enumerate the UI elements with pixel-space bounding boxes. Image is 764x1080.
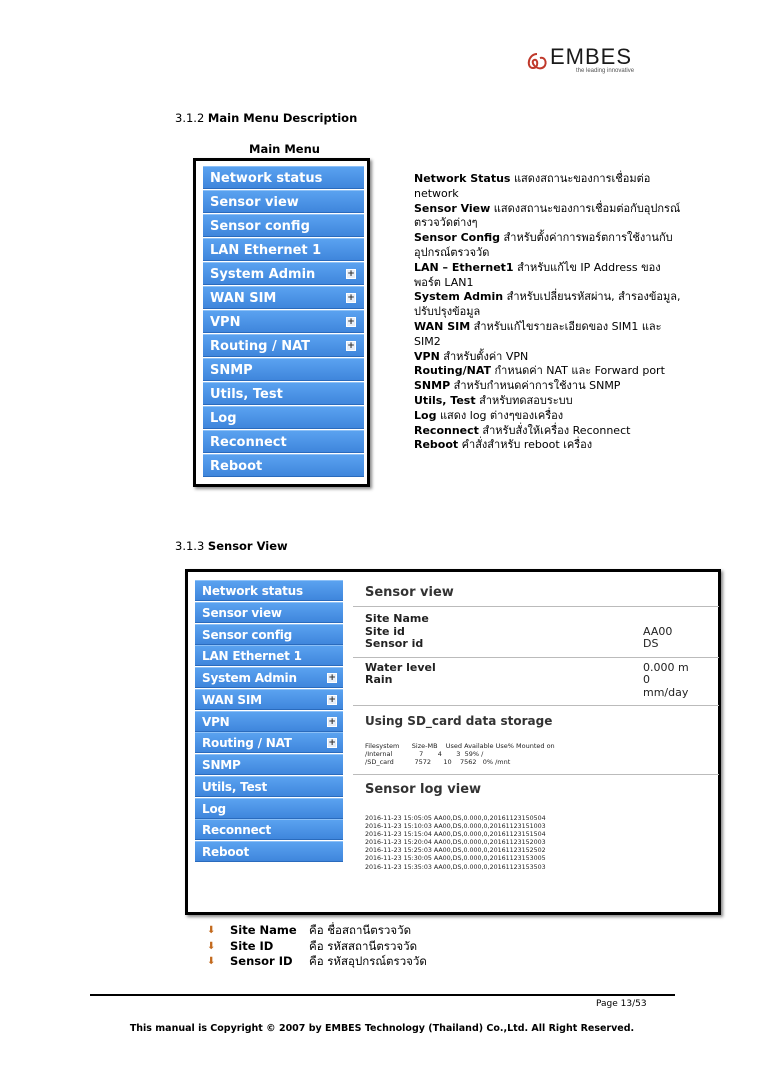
legend-text: คือ ชื่อสถานีตรวจวัด [309,923,412,937]
water-level-row [353,662,719,675]
site-name-row [353,613,719,626]
description-text: สำหรับเปลี่ยนรหัสผ่าน, สำรองข้อมูล, ปรับปรุงข้อมูล [414,290,681,319]
sensor-view-menu-item-label: WAN SIM [202,692,262,707]
description-text: สำหรับสั่งให้เครื่อง Reconnect [478,423,631,437]
main-menu-item-label: Sensor view [210,195,299,210]
description-text: แสดง log ต่างๆของเครื่อง [436,408,564,422]
description-term: Sensor Config [414,231,501,245]
rain-row [353,674,719,699]
main-menu-item-label: Routing / NAT [210,339,311,354]
description-entry [414,350,684,365]
water-level-label: Water level [365,660,436,674]
sensor-id-row [353,638,719,651]
main-menu-item[interactable] [203,358,364,381]
expand-plus-icon[interactable]: + [328,673,336,683]
arrow-down-icon: ⬇ [207,925,216,936]
log-line: 2016-11-23 15:05:05 AA00,DS,0.000,0,20161123150504 [365,815,546,822]
log-line: 2016-11-23 15:10:03 AA00,DS,0.000,0,20161123151003 [365,823,546,831]
main-menu-item[interactable] [203,454,364,477]
description-term: Log [414,408,437,422]
expand-plus-icon[interactable]: + [347,341,355,351]
log-line: 2016-11-23 15:35:03 AA00,DS,0.000,0,20161123153503 [365,863,546,871]
legend-key: Sensor ID [230,954,293,968]
legend-text: คือ รหัสสถานีตรวจวัด [309,938,418,953]
sensor-id-label: Sensor id [365,637,424,650]
sensor-view-menu-item[interactable] [195,732,343,753]
filesystem-row: /Internal 7 4 3 59% / [365,750,484,758]
sensor-view-menu-item[interactable] [195,667,343,688]
logo-tagline: the leading innovative [576,68,635,74]
main-menu-item[interactable] [203,334,364,357]
legend-key: Site Name [230,923,297,937]
main-menu-item-label: Utils, Test [210,387,283,402]
description-entry [414,409,684,424]
section-number: 3.1.3 [175,539,205,553]
footer-rule [90,994,675,996]
expand-plus-icon[interactable]: + [328,716,336,727]
main-menu-list [203,166,364,477]
section-title: Main Menu Description [207,111,358,125]
sensor-log [353,815,719,872]
main-menu-caption: Main Menu [249,142,320,156]
legend-text: คือ รหัสอุปกรณ์ตรวจวัด [309,954,427,968]
embes-logo [524,44,635,74]
description-entry [414,424,684,439]
site-id-label: Site id [365,624,405,638]
main-menu-item[interactable] [203,166,364,189]
description-text: สำหรับแก้ไข IP Address ของพอร์ต LAN1 [414,260,661,289]
sensor-view-menu-item-label: Utils, Test [202,779,267,794]
water-level-value: 0.000 m [643,660,689,674]
section-3-1-2-heading [175,111,357,125]
sensor-view-menu-item[interactable] [195,602,343,623]
sensor-view-menu-item[interactable] [195,624,343,645]
expand-plus-icon[interactable]: + [328,694,336,705]
sensor-view-menu-item[interactable] [195,711,343,732]
log-line: 2016-11-23 15:25:03 AA00,DS,0.000,0,20161123152502 [365,847,546,855]
main-menu-item[interactable] [203,430,364,453]
sensor-view-menu-item-label: Network status [202,584,303,598]
description-entry [414,261,684,291]
section-number: 3.1.2 [175,111,205,125]
site-id-value: AA00 [643,624,673,638]
main-menu-item[interactable] [203,262,364,285]
sensor-view-menu-item-label: Reboot [202,845,249,859]
sensor-view-menu-item-label: SNMP [202,758,241,772]
sensor-id-value: DS [643,637,659,650]
description-term: Utils, Test [414,393,476,407]
log-line: 2016-11-23 15:20:04 AA00,DS,0.000,0,20161123152003 [365,839,546,847]
sensor-view-menu-item[interactable] [195,580,343,601]
sensor-view-menu-item[interactable] [195,754,343,775]
description-text: กำหนดค่า NAT และ Forward port [490,364,665,378]
sensor-view-menu-item-label: Routing / NAT [202,736,292,751]
main-menu-item[interactable] [203,214,364,237]
sensor-view-screenshot [185,569,721,915]
sensor-view-menu-item[interactable] [195,798,343,819]
rain-label: Rain [365,673,393,686]
site-name-label: Site Name [365,612,429,625]
sensor-view-menu-item[interactable] [195,841,343,862]
description-term: Sensor View [414,201,491,215]
main-menu-item-label: VPN [210,315,241,330]
description-term: SNMP [414,379,451,393]
arrow-down-icon: ⬇ [207,940,216,952]
description-entry [414,231,684,261]
description-entry [414,379,684,394]
description-entry [414,438,684,453]
sensor-view-menu [195,580,343,863]
description-term: System Admin [414,290,504,304]
log-line: 2016-11-23 15:30:05 AA00,DS,0.000,0,20161123153005 [365,855,546,863]
main-menu-item-label: Network status [210,171,323,186]
legend-row [207,923,427,939]
log-line: 2016-11-23 15:15:04 AA00,DS,0.000,0,20161123151504 [365,831,546,839]
main-menu-item-label: WAN SIM [210,291,277,306]
main-menu-item-label: System Admin [210,267,316,282]
legend-row [207,939,427,955]
description-entry [414,290,684,320]
arrow-down-icon: ⬇ [207,956,216,967]
filesystem-table [353,742,719,766]
sensor-view-menu-item-label: VPN [202,714,230,729]
description-entry [414,364,684,379]
main-menu-item[interactable] [203,190,364,213]
main-menu-item-label: Log [210,411,237,426]
description-text: สำหรับตั้งค่า VPN [439,349,529,363]
expand-plus-icon[interactable]: + [347,317,355,327]
main-menu-item-label: SNMP [210,363,253,378]
sensor-view-menu-item[interactable] [195,819,343,840]
main-menu-item-label: LAN Ethernet 1 [210,243,322,258]
logo-text: EMBES [550,44,633,69]
description-term: Reboot [414,438,459,452]
sensor-view-menu-item[interactable] [195,776,343,797]
section-title: Sensor View [207,539,288,553]
description-text: สำหรับแก้ไขรายละเอียดของ SIM1 และ SIM2 [414,319,662,348]
main-menu-item[interactable] [203,238,364,261]
filesystem-row: Filesystem Size-MB Used Available Use% Mounted on [365,742,555,750]
description-term: Reconnect [414,423,479,437]
sensor-view-content [353,580,719,872]
description-entry [414,172,684,202]
sensor-view-title: Sensor view [365,585,454,600]
field-legend [207,923,427,970]
main-menu-item-label: Reconnect [210,435,287,450]
storage-title: Using SD_card data storage [365,714,553,728]
main-menu-item[interactable] [203,382,364,405]
description-text: สำหรับตั้งค่าการพอร์ตการใช้งานกับอุปกรณ์ตรวจวัด [414,231,673,259]
embes-logo-icon [524,50,550,72]
section-3-1-3-heading [175,539,288,553]
description-term: LAN – Ethernet1 [414,260,514,274]
sensor-view-menu-item-label: Sensor view [202,605,282,620]
sensor-view-menu-item[interactable] [195,645,343,666]
sensor-view-menu-item[interactable] [195,689,343,710]
main-menu-item-label: Reboot [210,459,263,474]
main-menu-item-label: Sensor config [210,219,310,234]
description-text: สำหรับกำหนดค่าการใช้งาน SNMP [450,379,621,393]
description-entry [414,394,684,409]
expand-plus-icon[interactable]: + [347,269,355,279]
sensor-view-menu-item-label: LAN Ethernet 1 [202,649,302,664]
main-menu-item[interactable] [203,286,364,309]
description-text: คำสั่งสำหรับ reboot เครื่อง [458,438,593,452]
main-menu-item[interactable] [203,310,364,333]
description-term: VPN [414,349,440,363]
filesystem-row: /SD_card 7572 10 7562 0% /mnt [365,758,511,766]
page-number: Page 13/53 [596,999,647,1009]
main-menu-figure [193,158,370,487]
sensor-view-menu-item-label: Reconnect [202,823,272,838]
legend-row [207,954,427,970]
legend-key: Site ID [230,938,274,953]
description-term: WAN SIM [414,319,471,333]
main-menu-item[interactable] [203,406,364,429]
rain-value: 0 mm/day [643,673,689,699]
description-text: สำหรับทดสอบระบบ [475,393,573,407]
sensor-log-title: Sensor log view [365,782,482,797]
description-term: Routing/NAT [414,364,491,378]
expand-plus-icon[interactable]: + [347,293,355,303]
sensor-view-menu-item-label: Log [202,801,226,816]
description-term: Network Status [414,172,511,185]
description-text: แสดงสถานะของการเชื่อมต่อ network [414,172,651,200]
description-entry [414,202,684,232]
copyright: This manual is Copyright © 2007 by EMBES Technology (Thailand) Co.,Ltd. All Right Reserved. [129,1023,635,1034]
sensor-view-menu-item-label: System Admin [202,671,297,685]
description-text: แสดงสถานะของการเชื่อมต่อกับอุปกรณ์ตรวจวัดต่างๆ [414,201,681,230]
description-entry [414,320,684,350]
expand-plus-icon[interactable]: + [328,738,336,749]
sensor-view-menu-item-label: Sensor config [202,627,293,642]
menu-descriptions [414,172,684,453]
